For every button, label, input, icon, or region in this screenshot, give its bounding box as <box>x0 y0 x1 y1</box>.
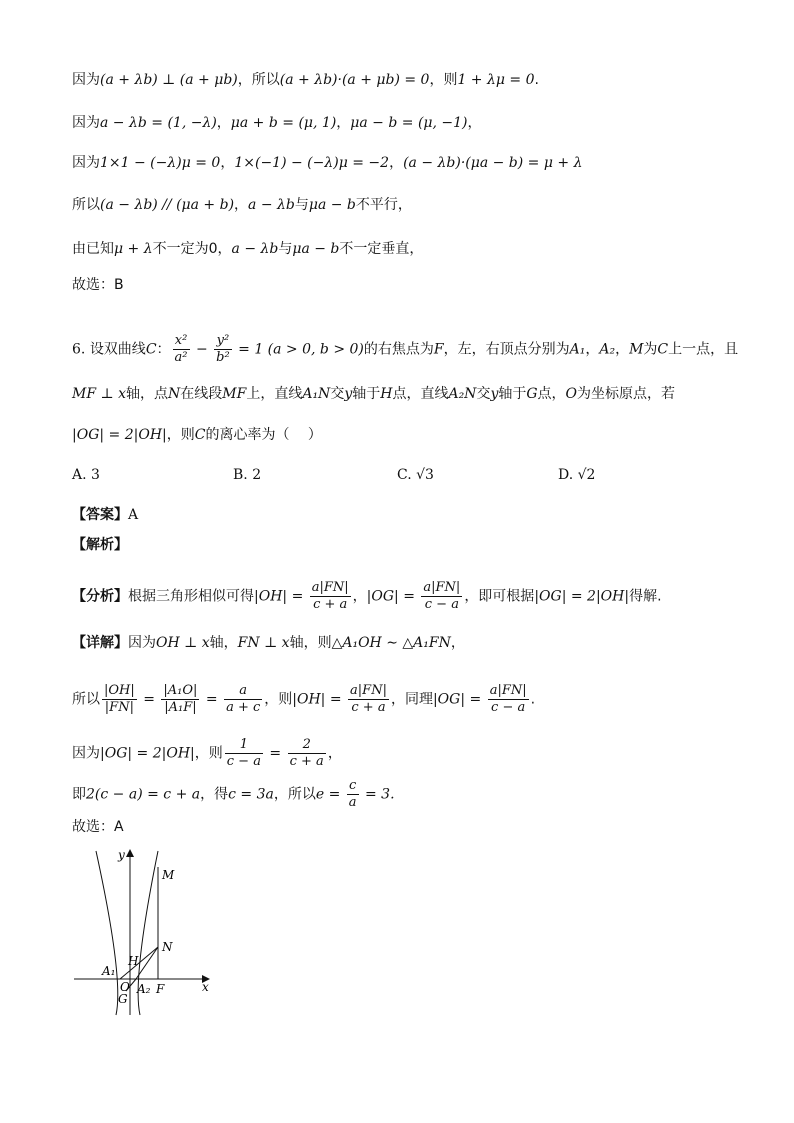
answer-line: 【答案】A <box>72 507 139 523</box>
question-line-1: 6. 设双曲线C： $\frac{\text{x²}}{\text{a²}}$ − $\frac{\text{y²}}{\text{b²}}$ = 1 (a > 0, b > 0)的右焦点为F，左，右顶点分别为A₁，A₂，M为C上一点，且 <box>72 333 739 365</box>
label-m: M <box>162 868 175 882</box>
prev-line-3: 因为1×1 − (−λ)μ = 0，1×(−1) − (−λ)μ = −2，(a − λb)·(μa − b) = μ + λ <box>72 155 583 171</box>
label-n: N <box>162 940 173 954</box>
fraction-c-a: $\frac{c}{a}$ <box>348 778 357 810</box>
fraction-y2-b2: $\frac{\text{y²}}{\text{b²}}$ <box>216 333 230 365</box>
fraction-oh-result: $\frac{a|FN|}{c + a}$ <box>350 683 387 715</box>
label-a2: A₂ <box>137 982 151 996</box>
fraction-og-result: $\frac{a|FN|}{c - a}$ <box>489 683 527 715</box>
fraction-2-ca: $\frac{2}{c + a}$ <box>289 737 324 769</box>
label-a1: A₁ <box>102 964 116 978</box>
prev-line-2: 因为a − λb = (1, −λ)，μa + b = (μ, 1)，μa − b = (μ, −1)， <box>72 115 482 131</box>
fraction-oh: $\frac{a|FN|}{c + a}$ <box>311 580 349 612</box>
prev-line-5: 由已知μ + λ不一定为0，a − λb与μa − b不一定垂直， <box>72 241 424 257</box>
detail-line-2: 所以 $\frac{|OH|}{|FN|}$ = $\frac{\text{|A₁O|}}{\text{|A₁F|}}$ = $\frac{a}{a + c}$ ，则|OH| = $\frac{a|FN|}{c + a}$ ，同理|OG| = $\frac{a|FN|}{c - a}$ . <box>72 683 536 715</box>
question-line-3: |OG| = 2|OH|，则C的离心率为（ ） <box>72 427 322 443</box>
detail-line-1: 【详解】因为OH ⊥ x轴，FN ⊥ x轴，则△A₁OH ∼ △A₁FN， <box>72 635 465 651</box>
option-a: A. 3 <box>72 467 100 483</box>
option-b: B. 2 <box>233 467 262 483</box>
fraction-a1o-a1f: $\frac{\text{|A₁O|}}{\text{|A₁F|}}$ <box>163 683 198 715</box>
detail-line-4: 即2(c − a) = c + a，得c = 3a，所以e = $\frac{c}{a}$ = 3. <box>72 778 395 810</box>
detail-conclusion: 故选：A <box>72 819 124 835</box>
fraction-oh-fn: $\frac{|OH|}{|FN|}$ <box>104 683 135 715</box>
fraction-a-ac: $\frac{a}{a + c}$ <box>226 683 261 715</box>
analysis-heading: 【解析】 <box>72 537 128 553</box>
y-axis-arrow-icon <box>126 849 134 857</box>
fraction-1-ca: $\frac{1}{c - a}$ <box>226 737 261 769</box>
option-d: D. √2 <box>558 467 596 483</box>
hyperbola-figure <box>70 845 220 1020</box>
label-y: y <box>118 848 125 862</box>
prev-conclusion: 故选：B <box>72 277 124 293</box>
prev-line-1: 因为(a + λb) ⊥ (a + μb)，所以(a + λb)·(a + μb) = 0，则1 + λμ = 0. <box>72 72 539 88</box>
prev-line-4: 所以(a − λb) // (μa + b)，a − λb与μa − b不平行， <box>72 197 412 213</box>
label-h: H <box>128 954 139 968</box>
fraction-x2-a2: $\frac{\text{x²}}{\text{a²}}$ <box>174 333 188 365</box>
fenxi-line: 【分析】根据三角形相似可得|OH| = $\frac{a|FN|}{c + a}$ ，|OG| = $\frac{a|FN|}{c - a}$ ，即可根据|OG| = 2|OH|得解. <box>72 580 662 612</box>
detail-line-3: 因为|OG| = 2|OH|，则 $\frac{1}{c - a}$ = $\frac{2}{c + a}$ ， <box>72 737 342 769</box>
option-c: C. √3 <box>397 467 434 483</box>
label-o: O <box>120 980 130 994</box>
label-x: x <box>202 980 209 994</box>
hyperbola-left-branch <box>96 851 118 1015</box>
label-g: G <box>118 992 128 1006</box>
question-line-2: MF ⊥ x轴，点N在线段MF上，直线A₁N交y轴于H点，直线A₂N交y轴于G点，O为坐标原点，若 <box>72 386 676 402</box>
label-f: F <box>156 982 165 996</box>
fraction-og: $\frac{a|FN|}{c - a}$ <box>423 580 461 612</box>
